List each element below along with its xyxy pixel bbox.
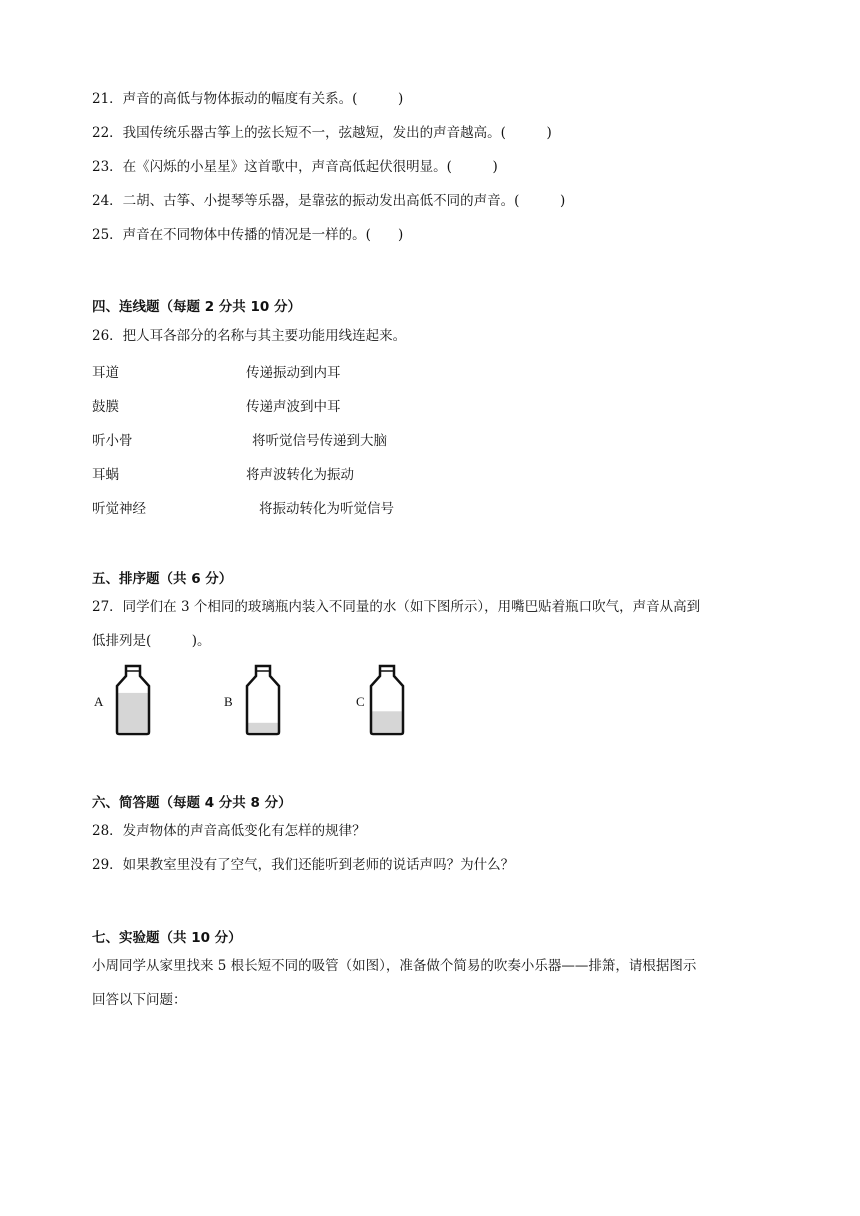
bottle-b-water <box>246 723 280 732</box>
ear-part-1[interactable]: 耳道 <box>92 365 119 381</box>
question-29: 29．如果教室里没有了空气，我们还能听到老师的说话声吗？为什么？ <box>92 857 515 873</box>
question-28: 28．发声物体的声音高低变化有怎样的规律？ <box>92 823 366 839</box>
question-24: 24．二胡、古筝、小提琴等乐器，是靠弦的振动发出高低不同的声音。( ) <box>92 193 566 209</box>
section-6-heading: 六、简答题（每题 4 分共 8 分） <box>92 795 292 811</box>
section-4-heading: 四、连线题（每题 2 分共 10 分） <box>92 299 301 315</box>
section-7-heading: 七、实验题（共 10 分） <box>92 930 242 946</box>
ear-part-4[interactable]: 耳蜗 <box>92 467 119 483</box>
bottle-a-icon <box>110 664 156 736</box>
question-26: 26．把人耳各部分的名称与其主要功能用线连起来。 <box>92 328 407 344</box>
ear-function-1[interactable]: 传递振动到内耳 <box>246 365 341 381</box>
question-23: 23．在《闪烁的小星星》这首歌中，声音高低起伏很明显。( ) <box>92 159 498 175</box>
ear-part-2[interactable]: 鼓膜 <box>92 399 119 415</box>
bottle-label-b: B <box>224 694 233 709</box>
experiment-intro-line-2: 回答以下问题： <box>92 992 187 1008</box>
experiment-intro-line-1: 小周同学从家里找来 5 根长短不同的吸管（如图），准备做个简易的吹奏小乐器——排箫，请根据图示 <box>92 958 697 974</box>
ear-function-3[interactable]: 将听觉信号传递到大脑 <box>252 433 387 449</box>
bottle-label-c: C <box>356 694 365 709</box>
question-21: 21．声音的高低与物体振动的幅度有关系。( ) <box>92 91 404 107</box>
question-25: 25．声音在不同物体中传播的情况是一样的。( ) <box>92 227 404 243</box>
bottle-c-water <box>370 711 404 732</box>
ear-function-2[interactable]: 传递声波到中耳 <box>246 399 341 415</box>
ear-function-4[interactable]: 将声波转化为振动 <box>246 467 354 483</box>
bottle-label-a: A <box>94 694 104 709</box>
question-27-line-1: 27．同学们在 3 个相同的玻璃瓶内装入不同量的水（如下图所示），用嘴巴贴着瓶口吹气，声音从高到 <box>92 599 701 615</box>
ear-part-3[interactable]: 听小骨 <box>92 433 133 449</box>
ear-part-5[interactable]: 听觉神经 <box>92 501 146 517</box>
section-5-heading: 五、排序题（共 6 分） <box>92 571 233 587</box>
question-27-line-2: 低排列是( )。 <box>92 633 211 649</box>
bottle-b-icon <box>240 664 286 736</box>
ear-function-5[interactable]: 将振动转化为听觉信号 <box>259 501 394 517</box>
bottle-c-icon <box>364 664 410 736</box>
bottle-a-water <box>116 693 150 732</box>
question-22: 22．我国传统乐器古筝上的弦长短不一，弦越短，发出的声音越高。( ) <box>92 125 552 141</box>
